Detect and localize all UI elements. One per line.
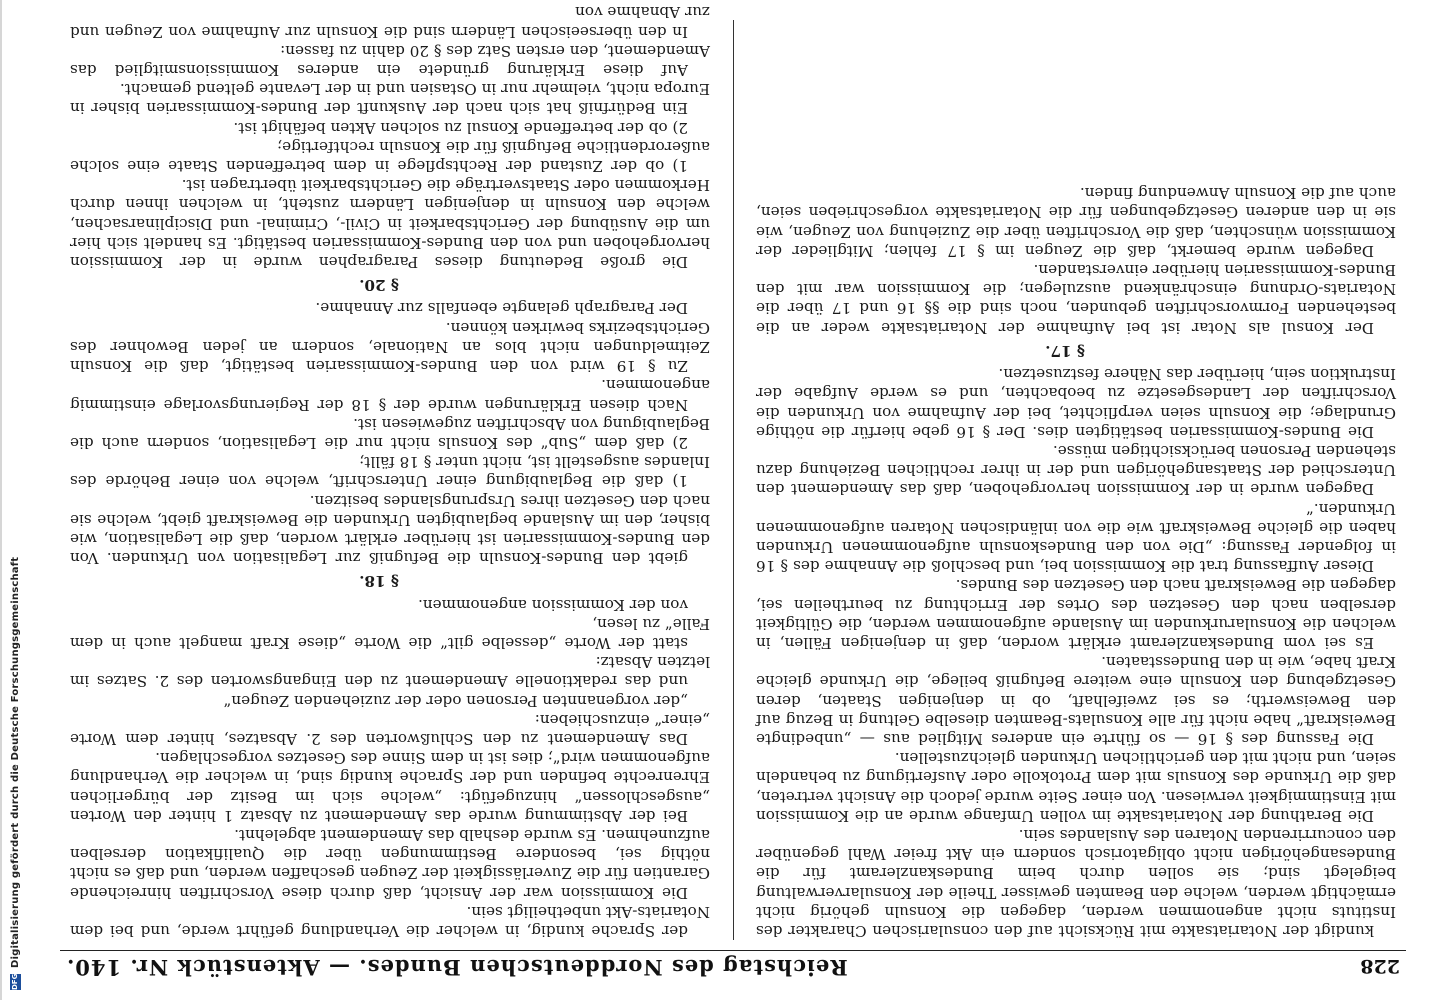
- left-column: [756, 20, 1396, 940]
- paragraph: Nach diesen Erklärungen wurde der § 18 der Regierungsvorlage einstimmig angenommen.: [70, 376, 710, 414]
- paragraph: 2) ob der betreffende Konsul zu solchen Akten befähigt ist.: [233, 118, 688, 137]
- paragraph: und das redaktionelle Amendement zu den Eingangsworten des 2. Satzes im letzten Absatz:: [70, 653, 710, 691]
- paragraph: von der Kommission angenommen.: [418, 595, 688, 614]
- footer-strip: [2, 0, 21, 1000]
- digitization-credit-text: Digitalisierung gefördert durch die Deutsche Forschungsgemeinschaft: [10, 556, 21, 968]
- paragraph: In den überseeischen Ländern sind die Konsuln zur Aufnahme von Zeugen und zur Abnahme von: [70, 3, 710, 41]
- paragraph: „der vorgenannten Personen oder der zuziehenden Zeugen“: [223, 691, 688, 710]
- running-head-title: Reichstag des Norddeutschen Bundes. — Aktenstück Nr. 140.: [66, 955, 848, 980]
- paragraph: 1) ob der Zustand der Rechtspflege in dem betreffenden Staate eine solche außerordentliche Befugniß für die Konsuln rechtfertige;: [70, 137, 710, 176]
- paragraph: Dieser Auffassung trat die Kommission bei, und beschloß die Annahme des § 16 in folgender Fassung: „Die von den Bundeskonsuln aufgenommenen Urkunden haben die gleiche Beweiskraft wie die von inländischen Notaren aufgenommenen Urkunden.“: [756, 499, 1396, 576]
- page-header: [60, 950, 1406, 984]
- page-content-rotated: [60, 3, 1406, 984]
- digitization-credit: [10, 557, 21, 990]
- paragraph: Die große Bedeutung dieses Paragraphen wurde in der Kommission hervorgehoben und von den Bundes-Kommissarien bestätigt. Es handelt sich hier um die Ausübung der Gerichtsbarkeit in Civil-, Criminal- und Disciplinarsachen, welche den Konsuln in denjenigen Ländern zusteht, in welchen ihnen durch Herkommen oder Staatsverträge die Gerichtsbarkeit übertragen ist.: [70, 176, 710, 272]
- section-heading: § 17.: [1045, 341, 1085, 360]
- dfg-logo-icon: DFG: [11, 973, 19, 990]
- paragraph: Ein Bedürfniß hat sich nach der Auskunft der Bundes-Kommissarien bisher in Europa nicht, vielmehr nur in Ostasien und in der Levante geltend gemacht.: [70, 80, 710, 118]
- paragraph: Auf diese Erklärung gründete ein anderes Kommissionsmitglied das Amendement, den ersten Satz des § 20 dahin zu fassen:: [70, 41, 710, 80]
- section-heading: § 20.: [359, 276, 399, 295]
- section-heading: § 18.: [359, 572, 399, 591]
- column-divider: [733, 20, 734, 940]
- paragraph: Der Konsul als Notar ist bei Aufnahme der Notariatsakte weder an die bestehenden Formvorschriften gebunden, noch sind die §§ 16 und 17 über die Notariats-Ordnung einschränkend auszulegen; die Kommission war mit den Bundes-Kommissarien hierüber einverstanden.: [756, 261, 1396, 337]
- paragraph: Zu § 19 wird von den Bundes-Kommissarien bestätigt, daß die Konsuln Zeitmeldungen nicht blos an Nationale, sondern an jeden Bewohner des Gerichtsbezirks bewirken können.: [70, 318, 710, 376]
- paragraph: Dagegen wurde in der Kommission hervorgehoben, daß das Amendement den Unterschied der Staatsangehörigen und der in ihrer rechtlichen Beziehung dazu stehenden Personen berücksichtigen müsse.: [756, 441, 1396, 499]
- page-number: 228: [1360, 955, 1400, 977]
- paragraph: 1) daß die Beglaubigung einer Unterschrift, welche von einer Behörde des Inlandes ausgestellt ist, nicht unter § 18 fällt;: [70, 453, 710, 491]
- scanned-page: [60, 3, 1406, 984]
- paragraph: der Sprache kundig, in welcher die Verhandlung geführt werde, und bei dem Notariats-Akt unbetheiligt sein.: [70, 902, 710, 940]
- paragraph: Bei der Abstimmung wurde das Amendement zu Absatz 1 hinter den Worten „ausgeschlossen“ hinzugefügt: „welche sich im Besitz der bürgerlichen Ehrenrechte befinden und der Sprache kundig sind, in welcher die Verhandlung aufgenommen wird“; dies ist in dem Sinne des Gesetzes vorgeschlagen.: [70, 749, 710, 825]
- paragraph: Die Berathung der Notariatsakte im vollen Umfange wurde an die Kommission mit Einstimmigkeit verwiesen. Von einer Seite wurde jedoch die Ansicht vertreten, daß die Urkunde des Konsuls mit dem Protokolle oder Ausfertigung zu behandeln seien, und nicht mit den gerichtlichen Urkunden gleichzustellen.: [756, 749, 1396, 825]
- right-column: [70, 3, 710, 940]
- paragraph: kundigt der Notariatsakte mit Rücksicht auf den consularischen Charakter des Instituts nicht angenommen werden, dagegen die Konsuln gehörig nicht ermächtigt werden, welche den Beamten gewisser Theile der Konsularverwaltung beigelegt sind; sie sollen durch beim Bundeskanzleramt für die Bundesangehörigen nicht obligatorisch sondern ein Akt freier Wahl gegenüber den concurrirenden Notaren des Auslandes sein.: [756, 825, 1396, 940]
- paragraph: Das Amendement zu den Schlußworten des 2. Absatzes, hinter dem Worte „einer“ einzuschieben:: [70, 710, 710, 748]
- paragraph: Es sei vom Bundeskanzleramt erklärt worden, daß in denjenigen Fällen, in welchen die Konsularurkunden im Auslande aufgenommen werden, die Gültigkeit derselben nach den Gesetzen des Ortes der Errichtung zu beurtheilen sei, dagegen die Beweiskraft nach den Gesetzen des Bundes.: [756, 576, 1396, 652]
- paragraph: Dagegen wurde bemerkt, daß die Zeugen im § 17 fehlen; Mitglieder der Kommission wünschten, daß die Vorschriften über die Zuziehung von Zeugen, wie sie in den anderen Gesetzgebungen für die Notariatsakte vorgeschrieben seien, auch auf die Konsuln Anwendung finden.: [756, 184, 1396, 260]
- paragraph: Die Bundes-Kommissarien bestätigten dies. Der § 16 gebe hierfür die nöthige Grundlage; die Konsuln seien verpflichtet, bei der Aufnahme von Urkunden die Vorschriften der Landesgesetze zu beobachten, und es werde Aufgabe der Instruktion sein, hierüber das Nähere festzusetzen.: [756, 365, 1396, 441]
- paragraph: Der Paragraph gelangte ebenfalls zur Annahme.: [315, 299, 688, 318]
- paragraph: statt der Worte „desselbe gilt“ die Worte „diese Kraft mangelt auch in dem Falle“ zu lesen,: [70, 614, 710, 652]
- paragraph: Die Fassung des § 16 — so führte ein anderes Mitglied aus — „unbedingte Beweiskraft“ habe nicht für alle Konsulats-Beamten dieselbe Geltung in Bezug auf den Beweiswerth; es sei zweifelhaft, ob in denjenigen Staaten, deren Gesetzgebung den Konsuln eine weitere Befugniß beilege, die Urkunde gleiche Kraft habe, wie in den Bundesstaaten.: [756, 653, 1396, 748]
- paragraph: 2) daß dem „Sub“ des Konsuls nicht nur die Legalisation, sondern auch die Beglaubigung von Abschriften zugewiesen ist.: [70, 414, 710, 452]
- paragraph: giebt den Bundes-Konsuln die Befugniß zur Legalisation von Urkunden. Von den Bundes-Kommissarien ist hierüber erklärt worden, daß die Legalisation, wie bisher, den im Auslande beglaubigten Urkunden die Beweiskraft giebt, welche sie nach den Gesetzen ihres Ursprungslandes besitzen.: [70, 491, 710, 568]
- paragraph: Die Kommission war der Ansicht, daß durch diese Vorschriften hinreichende Garantien für die Zuverlässigkeit der Zeugen geschaffen werden, und daß es nicht nöthig sei, besondere Bestimmungen über die Qualifikation derselben aufzunehmen. Es wurde deshalb das Amendement abgelehnt.: [70, 825, 710, 902]
